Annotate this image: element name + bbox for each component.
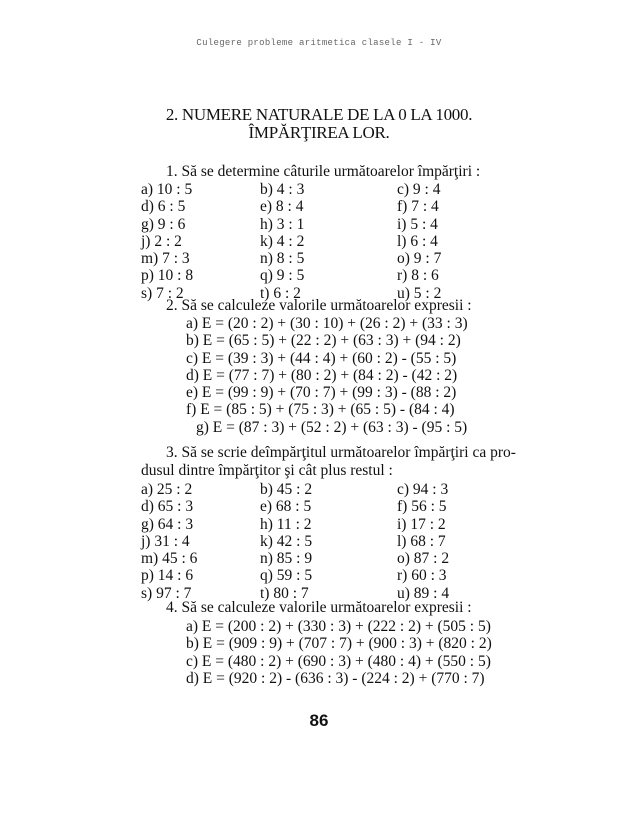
exercise-item: l) 68 : 7 (397, 532, 446, 550)
exercise-item: r) 60 : 3 (397, 567, 447, 585)
exercise-item: b) 45 : 2 (260, 481, 313, 498)
exercise-item: h) 3 : 1 (260, 215, 305, 233)
exercise-item: k) 4 : 2 (260, 232, 305, 250)
exercise-item: t) 6 : 2 (260, 284, 301, 302)
exercise-item: c) 94 : 3 (397, 481, 449, 498)
exercise-item: f) 7 : 4 (397, 198, 439, 216)
exercise-item: j) 2 : 2 (141, 232, 182, 250)
expression-item: e) E = (99 : 9) + (70 : 7) + (99 : 3) - (88 : 2) (186, 384, 457, 402)
exercise-item: e) 68 : 5 (260, 498, 312, 516)
running-header: Culegere probleme aritmetica clasele I - IV (196, 38, 442, 48)
exercise-item: f) 56 : 5 (397, 498, 447, 516)
exercise-item: j) 31 : 4 (141, 532, 190, 550)
exercise-4-list (186, 618, 492, 687)
expression-item: a) E = (200 : 2) + (330 : 3) + (222 : 2) + (505 : 5) (186, 618, 491, 635)
exercise-item: u) 5 : 2 (397, 284, 442, 302)
exercise-item: s) 97 : 7 (141, 584, 192, 602)
exercise-item: u) 89 : 4 (397, 584, 450, 602)
exercise-1-prompt: 1. Să se determine câturile următoarelor împărţiri : (166, 163, 481, 180)
exercise-item: o) 9 : 7 (397, 250, 442, 268)
exercise-item: p) 10 : 8 (141, 267, 194, 285)
exercise-item: s) 7 : 2 (141, 284, 184, 302)
exercise-item: r) 8 : 6 (397, 267, 439, 285)
exercise-item: b) 4 : 3 (260, 181, 305, 198)
exercise-item: m) 45 : 6 (141, 550, 198, 568)
exercise-item: k) 42 : 5 (260, 532, 313, 550)
expression-item: a) E = (20 : 2) + (30 : 10) + (26 : 2) + (33 : 3) (186, 315, 468, 332)
expression-item: c) E = (39 : 3) + (44 : 4) + (60 : 2) - (55 : 5) (186, 349, 457, 367)
section-title-line2: ÎMPĂRŢIREA LOR. (248, 123, 390, 142)
exercise-item: a) 10 : 5 (141, 181, 193, 198)
expression-item: c) E = (480 : 2) + (690 : 3) + (480 : 4) + (550 : 5) (186, 652, 491, 670)
exercise-item: a) 25 : 2 (141, 481, 193, 498)
exercise-item: l) 6 : 4 (397, 232, 438, 250)
exercise-item: q) 9 : 5 (260, 267, 305, 285)
expression-item: b) E = (909 : 9) + (707 : 7) + (900 : 3) + (820 : 2) (186, 635, 492, 653)
exercise-item: d) 65 : 3 (141, 498, 194, 516)
expression-item: g) E = (87 : 3) + (52 : 2) + (63 : 3) - (95 : 5) (196, 418, 468, 436)
exercise-item: n) 8 : 5 (260, 250, 305, 268)
exercise-2-list (186, 315, 468, 436)
exercise-item: e) 8 : 4 (260, 198, 304, 216)
page-number: 86 (309, 711, 329, 730)
exercise-item: g) 64 : 3 (141, 515, 194, 533)
expression-item: f) E = (85 : 5) + (75 : 3) + (65 : 5) - (84 : 4) (186, 401, 455, 419)
exercise-item: h) 11 : 2 (260, 515, 312, 533)
section-title-line1: 2. NUMERE NATURALE DE LA 0 LA 1000. (165, 105, 473, 124)
expression-item: d) E = (920 : 2) - (636 : 3) - (224 : 2) + (770 : 7) (186, 669, 485, 687)
exercise-item: i) 5 : 4 (397, 215, 438, 233)
exercise-2-prompt: 2. Să se calculeze valorile următoarelor expresii : (166, 297, 472, 314)
exercise-item: q) 59 : 5 (260, 567, 313, 585)
exercise-item: t) 80 : 7 (260, 584, 309, 602)
exercise-item: n) 85 : 9 (260, 550, 313, 568)
expression-item: b) E = (65 : 5) + (22 : 2) + (63 : 3) + (94 : 2) (186, 332, 461, 350)
exercise-item: d) 6 : 5 (141, 198, 186, 216)
exercise-3-prompt-line1: 3. Să se scrie deîmpărţitul următoarelor împărţiri ca pro- (166, 444, 516, 461)
section-title (0, 106, 638, 142)
expression-item: d) E = (77 : 7) + (80 : 2) + (84 : 2) - (42 : 2) (186, 366, 458, 384)
exercise-3-prompt-line2: dusul dintre împărţitor şi cât plus restul : (141, 462, 393, 479)
exercise-item: o) 87 : 2 (397, 550, 450, 568)
exercise-item: p) 14 : 6 (141, 567, 194, 585)
exercise-item: g) 9 : 6 (141, 215, 186, 233)
exercise-4-prompt: 4. Să se calculeze valorile următoarelor expresii : (166, 599, 472, 616)
exercise-item: m) 7 : 3 (141, 250, 190, 268)
exercise-item: c) 9 : 4 (397, 181, 441, 198)
exercise-item: i) 17 : 2 (397, 515, 446, 533)
